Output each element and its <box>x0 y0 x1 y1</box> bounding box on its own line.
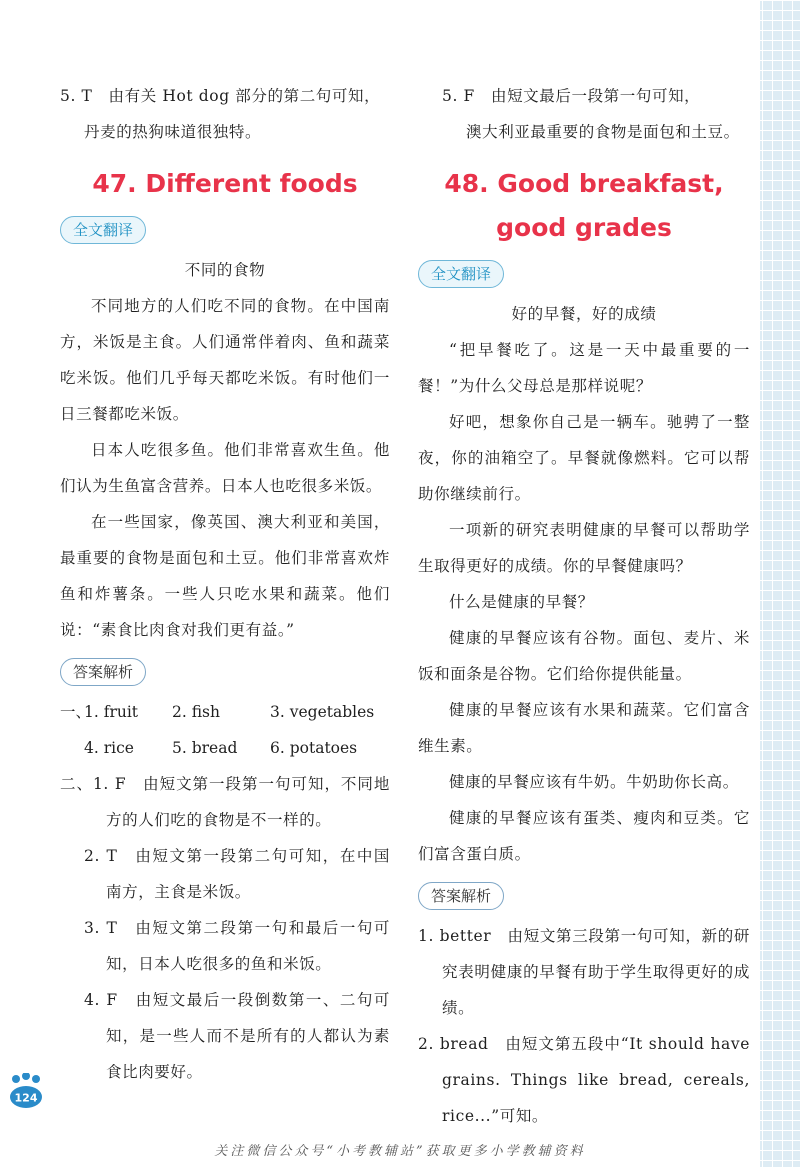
answer-row-2 <box>60 730 390 766</box>
answer-item-r1: 1. better 由短文第三段第一句可知，新的研究表明健康的早餐有助于学生取得更好的成绩。 <box>418 927 750 1017</box>
page-number: 124 <box>14 1091 38 1105</box>
translation-para-r5: 健康的早餐应该有谷物。面包、麦片、米饭和面条是谷物。它们给你提供能量。 <box>418 629 750 683</box>
translation-para-r1: “把早餐吃了。这是一天中最重要的一餐！”为什么父母总是那样说呢？ <box>418 341 750 395</box>
answers-badge-left: 答案解析 <box>60 658 146 686</box>
footer-watermark: 关注微信公众号“小考教辅站”获取更多小学教辅资料 <box>214 1144 586 1159</box>
translation-para-r6: 健康的早餐应该有水果和蔬菜。它们富含维生素。 <box>418 701 750 755</box>
translation-subtitle-right: 好的早餐，好的成绩 <box>511 305 657 323</box>
translation-para-3: 在一些国家，像英国、澳大利亚和美国，最重要的食物是面包和土豆。他们非常喜欢炸鱼和炸薯条。一些人只吃水果和蔬菜。他们说：“素食比肉食对我们更有益。” <box>60 513 390 639</box>
translation-badge-left: 全文翻译 <box>60 216 146 244</box>
answers-badge-right: 答案解析 <box>418 882 504 910</box>
section-one-marker: 一、 <box>60 703 92 721</box>
right-top-item-cont: 澳大利亚最重要的食物是面包和土豆。 <box>466 123 740 141</box>
answer-item-2-4: 4. F 由短文最后一段倒数第一、二句可知，是一些人而不是所有的人都认为素食比肉要好。 <box>84 991 390 1081</box>
left-top-item-cont: 丹麦的热狗味道很独特。 <box>84 123 262 141</box>
section-title-47: 47. Different foods <box>92 169 358 198</box>
answer-cell: 2. fish <box>172 703 220 721</box>
translation-para-r7: 健康的早餐应该有牛奶。牛奶助你长高。 <box>449 773 739 791</box>
page-number-badge <box>8 1073 44 1109</box>
answer-row-1 <box>60 694 390 730</box>
left-column <box>60 78 390 1090</box>
translation-para-r4: 什么是健康的早餐？ <box>449 593 594 611</box>
translation-para-r3: 一项新的研究表明健康的早餐可以帮助学生取得更好的成绩。你的早餐健康吗？ <box>418 521 750 575</box>
translation-para-1: 不同地方的人们吃不同的食物。在中国南方，米饭是主食。人们通常伴着肉、鱼和蔬菜吃米饭。他们几乎每天都吃米饭。有时他们一日三餐都吃米饭。 <box>60 297 390 423</box>
translation-para-2: 日本人吃很多鱼。他们非常喜欢生鱼。他们认为生鱼富含营养。日本人也吃很多米饭。 <box>60 441 390 495</box>
answer-item-2-2: 2. T 由短文第一段第二句可知，在中国南方，主食是米饭。 <box>84 847 390 901</box>
translation-subtitle-left: 不同的食物 <box>184 261 266 279</box>
answer-cell: 5. bread <box>172 739 238 757</box>
translation-para-r2: 好吧，想象你自己是一辆车。驰骋了一整夜，你的油箱空了。早餐就像燃料。它可以帮助你继续前行。 <box>418 413 750 503</box>
answer-item-r2: 2. bread 由短文第五段中“It should have grains. Things like bread, cereals, rice...”可知。 <box>418 1035 750 1125</box>
answer-item-2-1: 二、1. F 由短文第一段第一句可知，不同地方的人们吃的食物是不一样的。 <box>60 775 390 829</box>
left-top-item: 5. T 由有关 Hot dog 部分的第二句可知， <box>60 87 381 105</box>
answer-cell: 1. fruit <box>84 703 139 721</box>
right-top-item: 5. F 由短文最后一段第一句可知， <box>442 87 701 105</box>
section-title-48: 48. Good breakfast, good grades <box>444 169 724 242</box>
answer-cell: 4. rice <box>84 739 134 757</box>
answer-item-2-3: 3. T 由短文第二段第一句和最后一句可知，日本人吃很多的鱼和米饭。 <box>84 919 390 973</box>
answer-cell: 6. potatoes <box>270 739 358 757</box>
translation-badge-right: 全文翻译 <box>418 260 504 288</box>
answer-cell: 3. vegetables <box>270 703 375 721</box>
right-column <box>418 78 750 1134</box>
translation-para-r8: 健康的早餐应该有蛋类、瘦肉和豆类。它们富含蛋白质。 <box>418 809 750 863</box>
